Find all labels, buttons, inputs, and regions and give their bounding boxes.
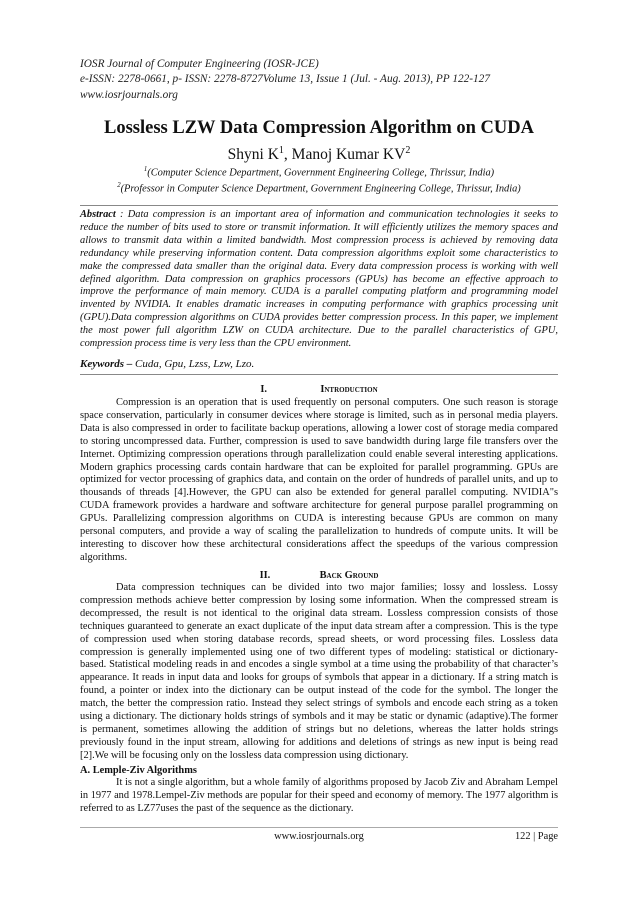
abstract-text: : Data compression is an important area of information and communication technologies it seeks to reduce the number of bits used to store or transmit information. It will efficiently utilizes the memory spaces and allows to transmit data within a limited bandwidth. Most compression process is achieved by removing data redundancy while preserving information content. Data compression algorithms exploit some characteristics to make the compressed data smaller than the original data. Every data compression process is working with well defined algorithm. Data compression on graphics processors (GPUs) has become an effective approach to improve the performance of main memory. CUDA is a parallel computing platform and programming model invented by NVIDIA. It enables dramatic increases in computing performance with graphics processing unit (GPU).Data compression algorithms on CUDA provides better compression process. In this paper, we implement the most power full algorithm LZW on CUDA architecture. Due to the parallel characteristics of GPU, compression process time is very less than the CPU environment.	[80, 209, 558, 350]
author-2-sup: 2	[405, 145, 411, 156]
section-1-number: I.	[260, 384, 267, 395]
affiliation-1	[0, 166, 638, 178]
affiliation-1-text: (Computer Science Department, Government Engineering College, Thrissur, India)	[147, 167, 495, 179]
affiliation-2-sup: 2	[117, 182, 121, 189]
affiliation-2	[0, 182, 638, 194]
author-1: Shyni K	[227, 146, 279, 164]
keywords-label: Keywords –	[80, 358, 133, 370]
section-heading-introduction	[80, 384, 558, 395]
author-line	[0, 145, 638, 164]
journal-issn: e-ISSN: 2278-0661, p- ISSN: 2278-8727Volume 13, Issue 1 (Jul. - Aug. 2013), PP 122-127	[80, 73, 490, 86]
author-2: Manoj Kumar KV	[291, 146, 406, 164]
section-1-name: Introduction	[320, 384, 378, 395]
journal-name: IOSR Journal of Computer Engineering (IOSR-JCE)	[80, 58, 319, 70]
abstract	[80, 205, 558, 351]
abstract-label: Abstract	[80, 209, 116, 220]
affiliation-1-sup: 1	[143, 166, 148, 173]
keywords	[80, 358, 558, 370]
abstract-divider	[80, 374, 558, 375]
lempel-ziv-paragraph: It is not a single algorithm, but a whole family of algorithms proposed by Jacob Ziv and Abraham Lempel in 1977 and 1978.Lempel-Ziv methods are popular for their speed and economy of memory. The 1977 algorithm is referred to as LZ77uses the past of the sequence as the dictionary.	[80, 777, 558, 814]
author-separator: ,	[283, 146, 292, 164]
section-2-number: II.	[259, 570, 271, 581]
author-1-sup: 1	[278, 145, 284, 156]
subsection-heading-lempel-ziv: A. Lemple-Ziv Algorithms	[80, 765, 197, 776]
footer-divider	[80, 827, 558, 828]
journal-header	[80, 57, 490, 103]
introduction-paragraph: Compression is an operation that is used frequently on personal computers. One such reason is storage space conservation, particularly in consumer devices where storage is limited, such as in personal media players. Data is also compressed in order to facilitate backup operations, allowing a lower cost of storage media compared to storing uncompressed data. Further, compression is used to save bandwidth during large file transfers over the Internet. Optimizing compression operations through parallelization could enable several interesting applications. Modern graphics processing cards contain hardware that can be exploited for parallel programming. GPUs are optimized for vector processing of graphics data, and contain on the order of hundreds of parallel units, and up to thousands of threads [4].However, the GPU can also be extended for general parallel computing. NVIDIA"s CUDA framework provides a hardware and software architecture for general purpose parallel programming on GPUs. Parallelizing compression algorithms on CUDA is interesting because GPUs are common on many personal computers, and provide a way of scaling the parallelization to hundreds of compute units. It will be interesting to discover how these architectural considerations affect the speedups of the various compression algorithms.	[80, 397, 558, 563]
background-paragraph: Data compression techniques can be divided into two major families; lossy and lossless. Lossy compression methods achieve better compression by losing some information. When the compressed stream is decompressed, the result is not identical to the original data stream. Lossless compression consists of those techniques guaranteed to generate an exact duplicate of the input data stream after a compression. This is the type of compression used when storing database records, spread sheets, or word processing files. Lossless data compression is generally implemented using one of two different types of modeling: statistical or dictionary-based. Statistical modeling reads in and encodes a single symbol at a time using the probability of that character’s appearance. It reads in input data and looks for groups of symbols that appear in a dictionary. If a string match is found, a pointer or index into the dictionary can be output instead of the code for the symbol. The longer the match, the better the compression ratio. Instead they select strings of symbols and encode each string as a token using a dictionary. The dictionary holds strings of symbols and it may be static or dynamic (adaptive).The former is permanent, sometimes allowing the addition of strings but no deletions, whereas the latter holds strings previously found in the input stream, allowing for additions and deletions of strings as new input is being read [2].We will be focusing only on the lossless data compression using dictionary.	[80, 582, 558, 761]
section-heading-background	[80, 570, 558, 581]
section-2-name: Back Ground	[319, 570, 379, 581]
keywords-text: Cuda, Gpu, Lzss, Lzw, Lzo.	[132, 358, 255, 370]
footer-website: www.iosrjournals.org	[274, 831, 364, 842]
footer-page-number: 122 | Page	[514, 831, 558, 842]
journal-website: www.iosrjournals.org	[80, 88, 178, 101]
paper-title: Lossless LZW Data Compression Algorithm on CUDA	[104, 118, 534, 138]
affiliation-2-text: (Professor in Computer Science Department, Government Engineering College, Thrissur, India)	[120, 183, 521, 195]
